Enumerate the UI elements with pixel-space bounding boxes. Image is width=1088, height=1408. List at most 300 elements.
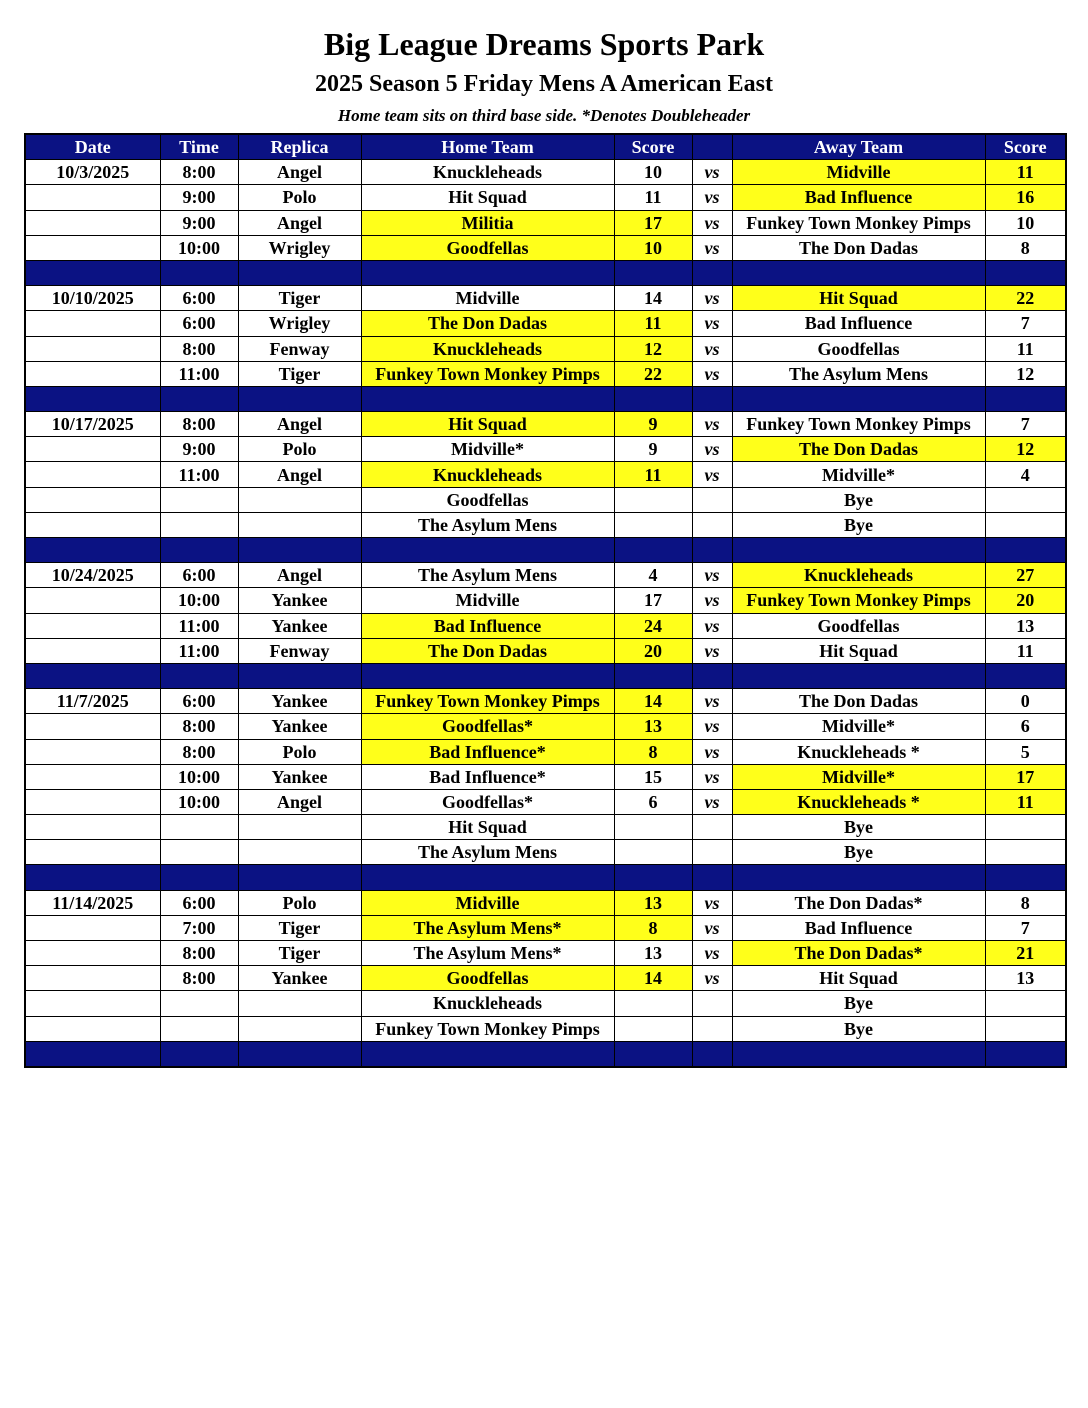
replica-cell: Tiger <box>238 361 361 386</box>
vs-cell <box>692 815 732 840</box>
date-cell <box>25 991 160 1016</box>
home-score-cell: 22 <box>614 361 692 386</box>
time-cell: 10:00 <box>160 764 238 789</box>
time-cell: 9:00 <box>160 185 238 210</box>
separator-cell <box>732 1041 985 1067</box>
away-score-cell: 20 <box>985 588 1066 613</box>
replica-cell: Yankee <box>238 966 361 991</box>
away-score-cell <box>985 512 1066 537</box>
home-score-cell: 4 <box>614 563 692 588</box>
home-team-cell: Hit Squad <box>361 412 614 437</box>
separator-cell <box>732 538 985 563</box>
time-cell <box>160 991 238 1016</box>
time-cell <box>160 512 238 537</box>
away-team-cell: Bad Influence <box>732 185 985 210</box>
game-row <box>25 462 1066 487</box>
game-row <box>25 412 1066 437</box>
time-cell: 6:00 <box>160 890 238 915</box>
game-row <box>25 1016 1066 1041</box>
vs-cell: vs <box>692 915 732 940</box>
date-cell <box>25 361 160 386</box>
away-score-cell: 11 <box>985 789 1066 814</box>
separator-cell <box>238 538 361 563</box>
game-row <box>25 840 1066 865</box>
separator-cell <box>692 865 732 890</box>
home-score-cell: 17 <box>614 588 692 613</box>
header-home-score: Score <box>614 134 692 160</box>
date-cell <box>25 437 160 462</box>
header-away-team: Away Team <box>732 134 985 160</box>
away-score-cell: 13 <box>985 966 1066 991</box>
header-date: Date <box>25 134 160 160</box>
away-team-cell: Knuckleheads <box>732 563 985 588</box>
date-cell <box>25 714 160 739</box>
separator-cell <box>361 1041 614 1067</box>
away-score-cell: 7 <box>985 915 1066 940</box>
away-score-cell: 11 <box>985 638 1066 663</box>
vs-cell <box>692 487 732 512</box>
vs-cell: vs <box>692 437 732 462</box>
time-cell: 10:00 <box>160 235 238 260</box>
replica-cell: Angel <box>238 462 361 487</box>
vs-cell: vs <box>692 714 732 739</box>
home-team-cell: Knuckleheads <box>361 160 614 185</box>
game-row <box>25 588 1066 613</box>
vs-cell: vs <box>692 361 732 386</box>
separator-cell <box>614 1041 692 1067</box>
separator-cell <box>238 260 361 285</box>
week-separator-row <box>25 538 1066 563</box>
game-row <box>25 689 1066 714</box>
home-score-cell: 10 <box>614 160 692 185</box>
vs-cell: vs <box>692 160 732 185</box>
home-score-cell: 14 <box>614 966 692 991</box>
away-score-cell: 13 <box>985 613 1066 638</box>
schedule-body <box>25 160 1066 1067</box>
away-team-cell: Bye <box>732 512 985 537</box>
date-cell: 10/3/2025 <box>25 160 160 185</box>
away-score-cell: 7 <box>985 412 1066 437</box>
away-team-cell: Hit Squad <box>732 638 985 663</box>
game-row <box>25 991 1066 1016</box>
page-subtitle: 2025 Season 5 Friday Mens A American East <box>314 71 773 97</box>
home-score-cell: 14 <box>614 286 692 311</box>
replica-cell: Tiger <box>238 286 361 311</box>
home-score-cell: 9 <box>614 412 692 437</box>
header-home-team: Home Team <box>361 134 614 160</box>
away-team-cell: Goodfellas <box>732 336 985 361</box>
replica-cell <box>238 487 361 512</box>
date-cell <box>25 588 160 613</box>
home-score-cell: 11 <box>614 185 692 210</box>
replica-cell: Yankee <box>238 714 361 739</box>
time-cell: 8:00 <box>160 160 238 185</box>
vs-cell: vs <box>692 941 732 966</box>
away-score-cell: 12 <box>985 361 1066 386</box>
replica-cell <box>238 1016 361 1041</box>
replica-cell: Angel <box>238 563 361 588</box>
home-team-cell: The Don Dadas <box>361 311 614 336</box>
time-cell: 9:00 <box>160 210 238 235</box>
home-team-cell: Funkey Town Monkey Pimps <box>361 361 614 386</box>
replica-cell: Polo <box>238 185 361 210</box>
away-score-cell: 10 <box>985 210 1066 235</box>
away-team-cell: The Don Dadas <box>732 437 985 462</box>
away-team-cell: The Don Dadas <box>732 235 985 260</box>
time-cell: 8:00 <box>160 739 238 764</box>
home-score-cell: 11 <box>614 311 692 336</box>
game-row <box>25 185 1066 210</box>
replica-cell: Fenway <box>238 638 361 663</box>
game-row <box>25 361 1066 386</box>
away-score-cell: 12 <box>985 437 1066 462</box>
home-team-cell: Goodfellas <box>361 966 614 991</box>
home-score-cell: 8 <box>614 915 692 940</box>
separator-cell <box>614 865 692 890</box>
vs-cell: vs <box>692 966 732 991</box>
away-team-cell: Midville* <box>732 462 985 487</box>
home-team-cell: Goodfellas <box>361 487 614 512</box>
home-score-cell <box>614 815 692 840</box>
away-score-cell <box>985 840 1066 865</box>
vs-cell: vs <box>692 286 732 311</box>
away-score-cell <box>985 991 1066 1016</box>
away-team-cell: The Don Dadas <box>732 689 985 714</box>
replica-cell: Angel <box>238 160 361 185</box>
home-score-cell: 14 <box>614 689 692 714</box>
date-cell <box>25 764 160 789</box>
header-row <box>25 134 1066 160</box>
vs-cell: vs <box>692 311 732 336</box>
header-time: Time <box>160 134 238 160</box>
replica-cell: Yankee <box>238 764 361 789</box>
game-row <box>25 210 1066 235</box>
game-row <box>25 941 1066 966</box>
home-team-cell: The Don Dadas <box>361 638 614 663</box>
away-score-cell: 0 <box>985 689 1066 714</box>
home-score-cell <box>614 840 692 865</box>
week-separator-row <box>25 260 1066 285</box>
header-away-score: Score <box>985 134 1066 160</box>
week-separator-row <box>25 386 1066 411</box>
replica-cell <box>238 512 361 537</box>
date-cell <box>25 235 160 260</box>
separator-cell <box>361 260 614 285</box>
home-score-cell <box>614 1016 692 1041</box>
time-cell: 11:00 <box>160 361 238 386</box>
away-team-cell: Knuckleheads * <box>732 739 985 764</box>
game-row <box>25 235 1066 260</box>
away-team-cell: Bye <box>732 991 985 1016</box>
date-cell <box>25 462 160 487</box>
home-team-cell: Bad Influence <box>361 613 614 638</box>
date-cell <box>25 941 160 966</box>
away-team-cell: Hit Squad <box>732 966 985 991</box>
date-cell <box>25 840 160 865</box>
home-score-cell: 8 <box>614 739 692 764</box>
date-cell: 11/14/2025 <box>25 890 160 915</box>
vs-cell: vs <box>692 210 732 235</box>
away-score-cell <box>985 487 1066 512</box>
game-row <box>25 160 1066 185</box>
home-team-cell: Knuckleheads <box>361 991 614 1016</box>
away-team-cell: Midville* <box>732 764 985 789</box>
home-team-cell: The Asylum Mens <box>361 563 614 588</box>
date-cell <box>25 311 160 336</box>
week-separator-row <box>25 663 1066 688</box>
away-team-cell: Bad Influence <box>732 915 985 940</box>
date-cell <box>25 915 160 940</box>
time-cell: 6:00 <box>160 311 238 336</box>
away-score-cell: 5 <box>985 739 1066 764</box>
separator-cell <box>732 663 985 688</box>
game-row <box>25 286 1066 311</box>
date-cell <box>25 210 160 235</box>
away-score-cell: 11 <box>985 336 1066 361</box>
replica-cell: Yankee <box>238 588 361 613</box>
away-score-cell: 16 <box>985 185 1066 210</box>
replica-cell: Angel <box>238 412 361 437</box>
time-cell: 6:00 <box>160 689 238 714</box>
replica-cell: Yankee <box>238 689 361 714</box>
game-row <box>25 638 1066 663</box>
home-score-cell: 6 <box>614 789 692 814</box>
separator-cell <box>361 865 614 890</box>
game-row <box>25 437 1066 462</box>
separator-cell <box>361 663 614 688</box>
replica-cell: Yankee <box>238 613 361 638</box>
home-team-cell: The Asylum Mens* <box>361 915 614 940</box>
separator-cell <box>160 538 238 563</box>
home-team-cell: Funkey Town Monkey Pimps <box>361 689 614 714</box>
home-team-cell: Midville* <box>361 437 614 462</box>
home-score-cell <box>614 512 692 537</box>
away-team-cell: The Don Dadas* <box>732 890 985 915</box>
vs-cell: vs <box>692 613 732 638</box>
away-team-cell: Bye <box>732 815 985 840</box>
away-team-cell: Knuckleheads * <box>732 789 985 814</box>
date-cell: 10/10/2025 <box>25 286 160 311</box>
vs-cell <box>692 1016 732 1041</box>
game-row <box>25 487 1066 512</box>
replica-cell: Polo <box>238 437 361 462</box>
away-team-cell: Funkey Town Monkey Pimps <box>732 588 985 613</box>
away-team-cell: Bye <box>732 487 985 512</box>
away-team-cell: Funkey Town Monkey Pimps <box>732 412 985 437</box>
vs-cell: vs <box>692 739 732 764</box>
home-team-cell: Bad Influence* <box>361 764 614 789</box>
away-score-cell: 6 <box>985 714 1066 739</box>
separator-cell <box>25 538 160 563</box>
page-title: Big League Dreams Sports Park <box>323 26 765 62</box>
week-separator-row <box>25 1041 1066 1067</box>
home-team-cell: Goodfellas* <box>361 714 614 739</box>
replica-cell: Tiger <box>238 915 361 940</box>
away-team-cell: Bad Influence <box>732 311 985 336</box>
time-cell: 7:00 <box>160 915 238 940</box>
replica-cell: Wrigley <box>238 311 361 336</box>
separator-cell <box>985 538 1066 563</box>
date-cell <box>25 638 160 663</box>
game-row <box>25 336 1066 361</box>
date-cell <box>25 739 160 764</box>
game-row <box>25 815 1066 840</box>
home-team-cell: Goodfellas <box>361 235 614 260</box>
replica-cell: Polo <box>238 739 361 764</box>
vs-cell: vs <box>692 185 732 210</box>
home-team-cell: Midville <box>361 890 614 915</box>
time-cell <box>160 840 238 865</box>
home-score-cell: 13 <box>614 890 692 915</box>
replica-cell <box>238 840 361 865</box>
away-score-cell: 8 <box>985 890 1066 915</box>
home-team-cell: Bad Influence* <box>361 739 614 764</box>
vs-cell: vs <box>692 563 732 588</box>
separator-cell <box>25 386 160 411</box>
time-cell <box>160 815 238 840</box>
separator-cell <box>25 865 160 890</box>
home-score-cell: 20 <box>614 638 692 663</box>
away-team-cell: The Don Dadas* <box>732 941 985 966</box>
away-team-cell: Bye <box>732 840 985 865</box>
home-team-cell: Hit Squad <box>361 185 614 210</box>
vs-cell <box>692 991 732 1016</box>
away-team-cell: Bye <box>732 1016 985 1041</box>
game-row <box>25 764 1066 789</box>
vs-cell: vs <box>692 336 732 361</box>
separator-cell <box>361 386 614 411</box>
vs-cell: vs <box>692 890 732 915</box>
separator-cell <box>25 1041 160 1067</box>
replica-cell: Wrigley <box>238 235 361 260</box>
home-team-cell: The Asylum Mens <box>361 840 614 865</box>
game-row <box>25 890 1066 915</box>
away-team-cell: Midville <box>732 160 985 185</box>
home-score-cell <box>614 991 692 1016</box>
separator-cell <box>692 538 732 563</box>
schedule-note: Home team sits on third base side. *Denotes Doubleheader <box>337 106 751 125</box>
vs-cell: vs <box>692 462 732 487</box>
date-cell <box>25 613 160 638</box>
time-cell: 10:00 <box>160 588 238 613</box>
vs-cell <box>692 840 732 865</box>
home-team-cell: The Asylum Mens* <box>361 941 614 966</box>
home-team-cell: Midville <box>361 588 614 613</box>
time-cell: 11:00 <box>160 638 238 663</box>
time-cell: 8:00 <box>160 714 238 739</box>
separator-cell <box>692 386 732 411</box>
time-cell: 6:00 <box>160 563 238 588</box>
game-row <box>25 714 1066 739</box>
date-cell: 10/17/2025 <box>25 412 160 437</box>
home-score-cell: 24 <box>614 613 692 638</box>
time-cell: 8:00 <box>160 336 238 361</box>
date-cell <box>25 336 160 361</box>
separator-cell <box>614 386 692 411</box>
away-score-cell: 4 <box>985 462 1066 487</box>
separator-cell <box>160 1041 238 1067</box>
date-cell <box>25 789 160 814</box>
vs-cell: vs <box>692 588 732 613</box>
home-team-cell: Goodfellas* <box>361 789 614 814</box>
game-row <box>25 563 1066 588</box>
time-cell <box>160 487 238 512</box>
vs-cell: vs <box>692 689 732 714</box>
separator-cell <box>985 260 1066 285</box>
home-score-cell: 15 <box>614 764 692 789</box>
away-score-cell: 7 <box>985 311 1066 336</box>
separator-cell <box>692 663 732 688</box>
replica-cell: Polo <box>238 890 361 915</box>
vs-cell: vs <box>692 764 732 789</box>
away-score-cell <box>985 1016 1066 1041</box>
replica-cell: Angel <box>238 210 361 235</box>
separator-cell <box>732 865 985 890</box>
home-team-cell: Knuckleheads <box>361 336 614 361</box>
vs-cell: vs <box>692 412 732 437</box>
separator-cell <box>614 260 692 285</box>
home-team-cell: Midville <box>361 286 614 311</box>
header-vs <box>692 134 732 160</box>
time-cell: 10:00 <box>160 789 238 814</box>
date-cell <box>25 185 160 210</box>
replica-cell: Angel <box>238 789 361 814</box>
separator-cell <box>985 1041 1066 1067</box>
separator-cell <box>692 1041 732 1067</box>
home-score-cell: 13 <box>614 941 692 966</box>
date-cell <box>25 1016 160 1041</box>
separator-cell <box>692 260 732 285</box>
replica-cell: Fenway <box>238 336 361 361</box>
home-score-cell: 10 <box>614 235 692 260</box>
header-replica: Replica <box>238 134 361 160</box>
game-row <box>25 915 1066 940</box>
home-score-cell <box>614 487 692 512</box>
date-cell: 10/24/2025 <box>25 563 160 588</box>
away-score-cell <box>985 815 1066 840</box>
time-cell: 8:00 <box>160 412 238 437</box>
separator-cell <box>160 865 238 890</box>
away-score-cell: 21 <box>985 941 1066 966</box>
separator-cell <box>160 386 238 411</box>
away-team-cell: Funkey Town Monkey Pimps <box>732 210 985 235</box>
home-score-cell: 13 <box>614 714 692 739</box>
time-cell: 9:00 <box>160 437 238 462</box>
home-score-cell: 9 <box>614 437 692 462</box>
away-team-cell: Goodfellas <box>732 613 985 638</box>
game-row <box>25 966 1066 991</box>
away-score-cell: 27 <box>985 563 1066 588</box>
away-score-cell: 22 <box>985 286 1066 311</box>
away-team-cell: The Asylum Mens <box>732 361 985 386</box>
away-team-cell: Hit Squad <box>732 286 985 311</box>
separator-cell <box>985 663 1066 688</box>
separator-cell <box>238 865 361 890</box>
time-cell: 6:00 <box>160 286 238 311</box>
time-cell: 11:00 <box>160 462 238 487</box>
separator-cell <box>25 663 160 688</box>
separator-cell <box>614 663 692 688</box>
separator-cell <box>160 663 238 688</box>
separator-cell <box>732 260 985 285</box>
replica-cell: Tiger <box>238 941 361 966</box>
separator-cell <box>238 663 361 688</box>
game-row <box>25 739 1066 764</box>
game-row <box>25 512 1066 537</box>
separator-cell <box>361 538 614 563</box>
time-cell: 8:00 <box>160 941 238 966</box>
home-team-cell: Militia <box>361 210 614 235</box>
